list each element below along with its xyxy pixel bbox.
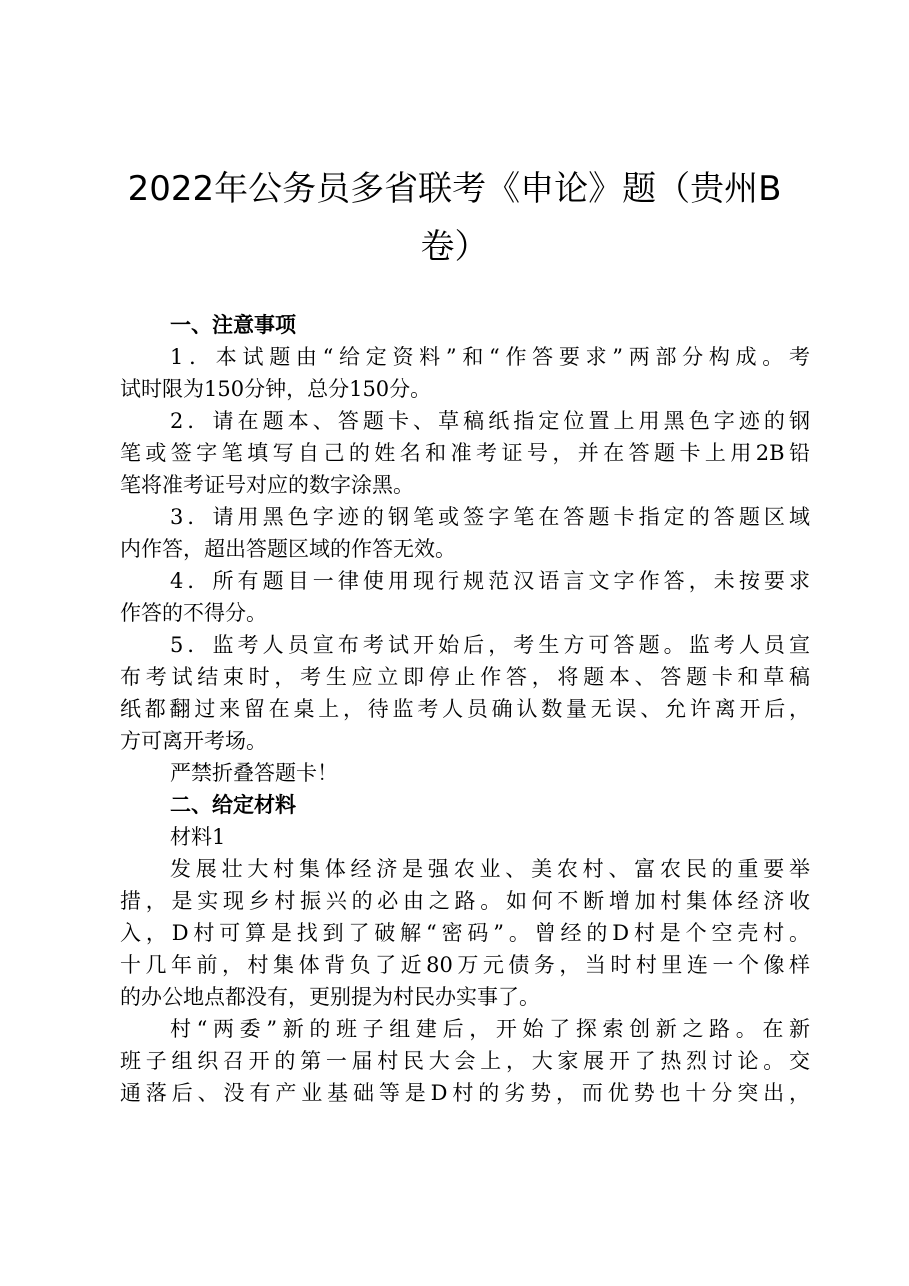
notice-item-3	[120, 501, 810, 565]
material-label: 材料1	[170, 825, 226, 849]
section-heading-materials: 二、给定材料	[170, 793, 296, 817]
notice-item-3-line-2: 内作答，超出答题区域的作答无效。	[120, 537, 456, 561]
material-paragraph-2-line-3: 通落后、没有产业基础等是D村的劣势，而优势也十分突出，	[120, 1081, 810, 1105]
notice-item-5-line-4: 方可离开考场。	[120, 729, 267, 753]
notice-item-4	[120, 565, 810, 629]
material-paragraph-1-line-5: 的办公地点都没有，更别提为村民办实事了。	[120, 985, 540, 1009]
notice-item-5-line-1: 5．监考人员宣布考试开始后，考生方可答题。监考人员宣	[170, 633, 810, 657]
notice-item-4-line-1: 4．所有题目一律使用现行规范汉语言文字作答，未按要求	[170, 569, 810, 593]
material-paragraph-1	[120, 853, 810, 1013]
notice-item-2-line-3: 笔将准考证号对应的数字涂黑。	[120, 473, 414, 497]
material-paragraph-1-line-3: 入，D村可算是找到了破解“密码”。曾经的D村是个空壳村。	[120, 921, 810, 945]
notice-item-5	[120, 629, 810, 757]
notice-item-2	[120, 405, 810, 501]
notice-item-5-line-2: 布考试结束时，考生应立即停止作答，将题本、答题卡和草稿	[120, 665, 810, 689]
title-line-1: 2022年公务员多省联考《申论》题（贵州B	[127, 169, 782, 209]
notice-item-1-line-1: 1．本试题由“给定资料”和“作答要求”两部分构成。考	[170, 345, 810, 369]
title-line-2: 卷）	[420, 227, 489, 267]
document-title	[120, 160, 789, 276]
notice-item-5-line-3: 纸都翻过来留在桌上，待监考人员确认数量无误、允许离开后，	[120, 697, 810, 721]
material-paragraph-2-line-1: 村“两委”新的班子组建后，开始了探索创新之路。在新	[170, 1017, 810, 1041]
section-heading-notes: 一、注意事项	[170, 313, 296, 337]
notice-item-4-line-2: 作答的不得分。	[120, 601, 267, 625]
notice-item-3-line-1: 3．请用黑色字迹的钢笔或签字笔在答题卡指定的答题区域	[170, 505, 810, 529]
material-paragraph-1-line-2: 措，是实现乡村振兴的必由之路。如何不断增加村集体经济收	[120, 889, 810, 913]
warning-text: 严禁折叠答题卡！	[170, 761, 338, 785]
document-body	[120, 309, 810, 1109]
material-paragraph-2	[120, 1013, 810, 1109]
material-paragraph-1-line-4: 十几年前，村集体背负了近80万元债务，当时村里连一个像样	[120, 953, 810, 977]
notice-item-2-line-1: 2．请在题本、答题卡、草稿纸指定位置上用黑色字迹的钢	[170, 409, 810, 433]
notice-item-1	[120, 341, 810, 405]
notice-item-1-line-2: 试时限为150分钟，总分150分。	[120, 377, 432, 401]
notice-item-2-line-2: 笔或签字笔填写自己的姓名和准考证号，并在答题卡上用2B铅	[120, 441, 810, 465]
material-paragraph-1-line-1: 发展壮大村集体经济是强农业、美农村、富农民的重要举	[170, 857, 810, 881]
material-paragraph-2-line-2: 班子组织召开的第一届村民大会上，大家展开了热烈讨论。交	[120, 1049, 810, 1073]
